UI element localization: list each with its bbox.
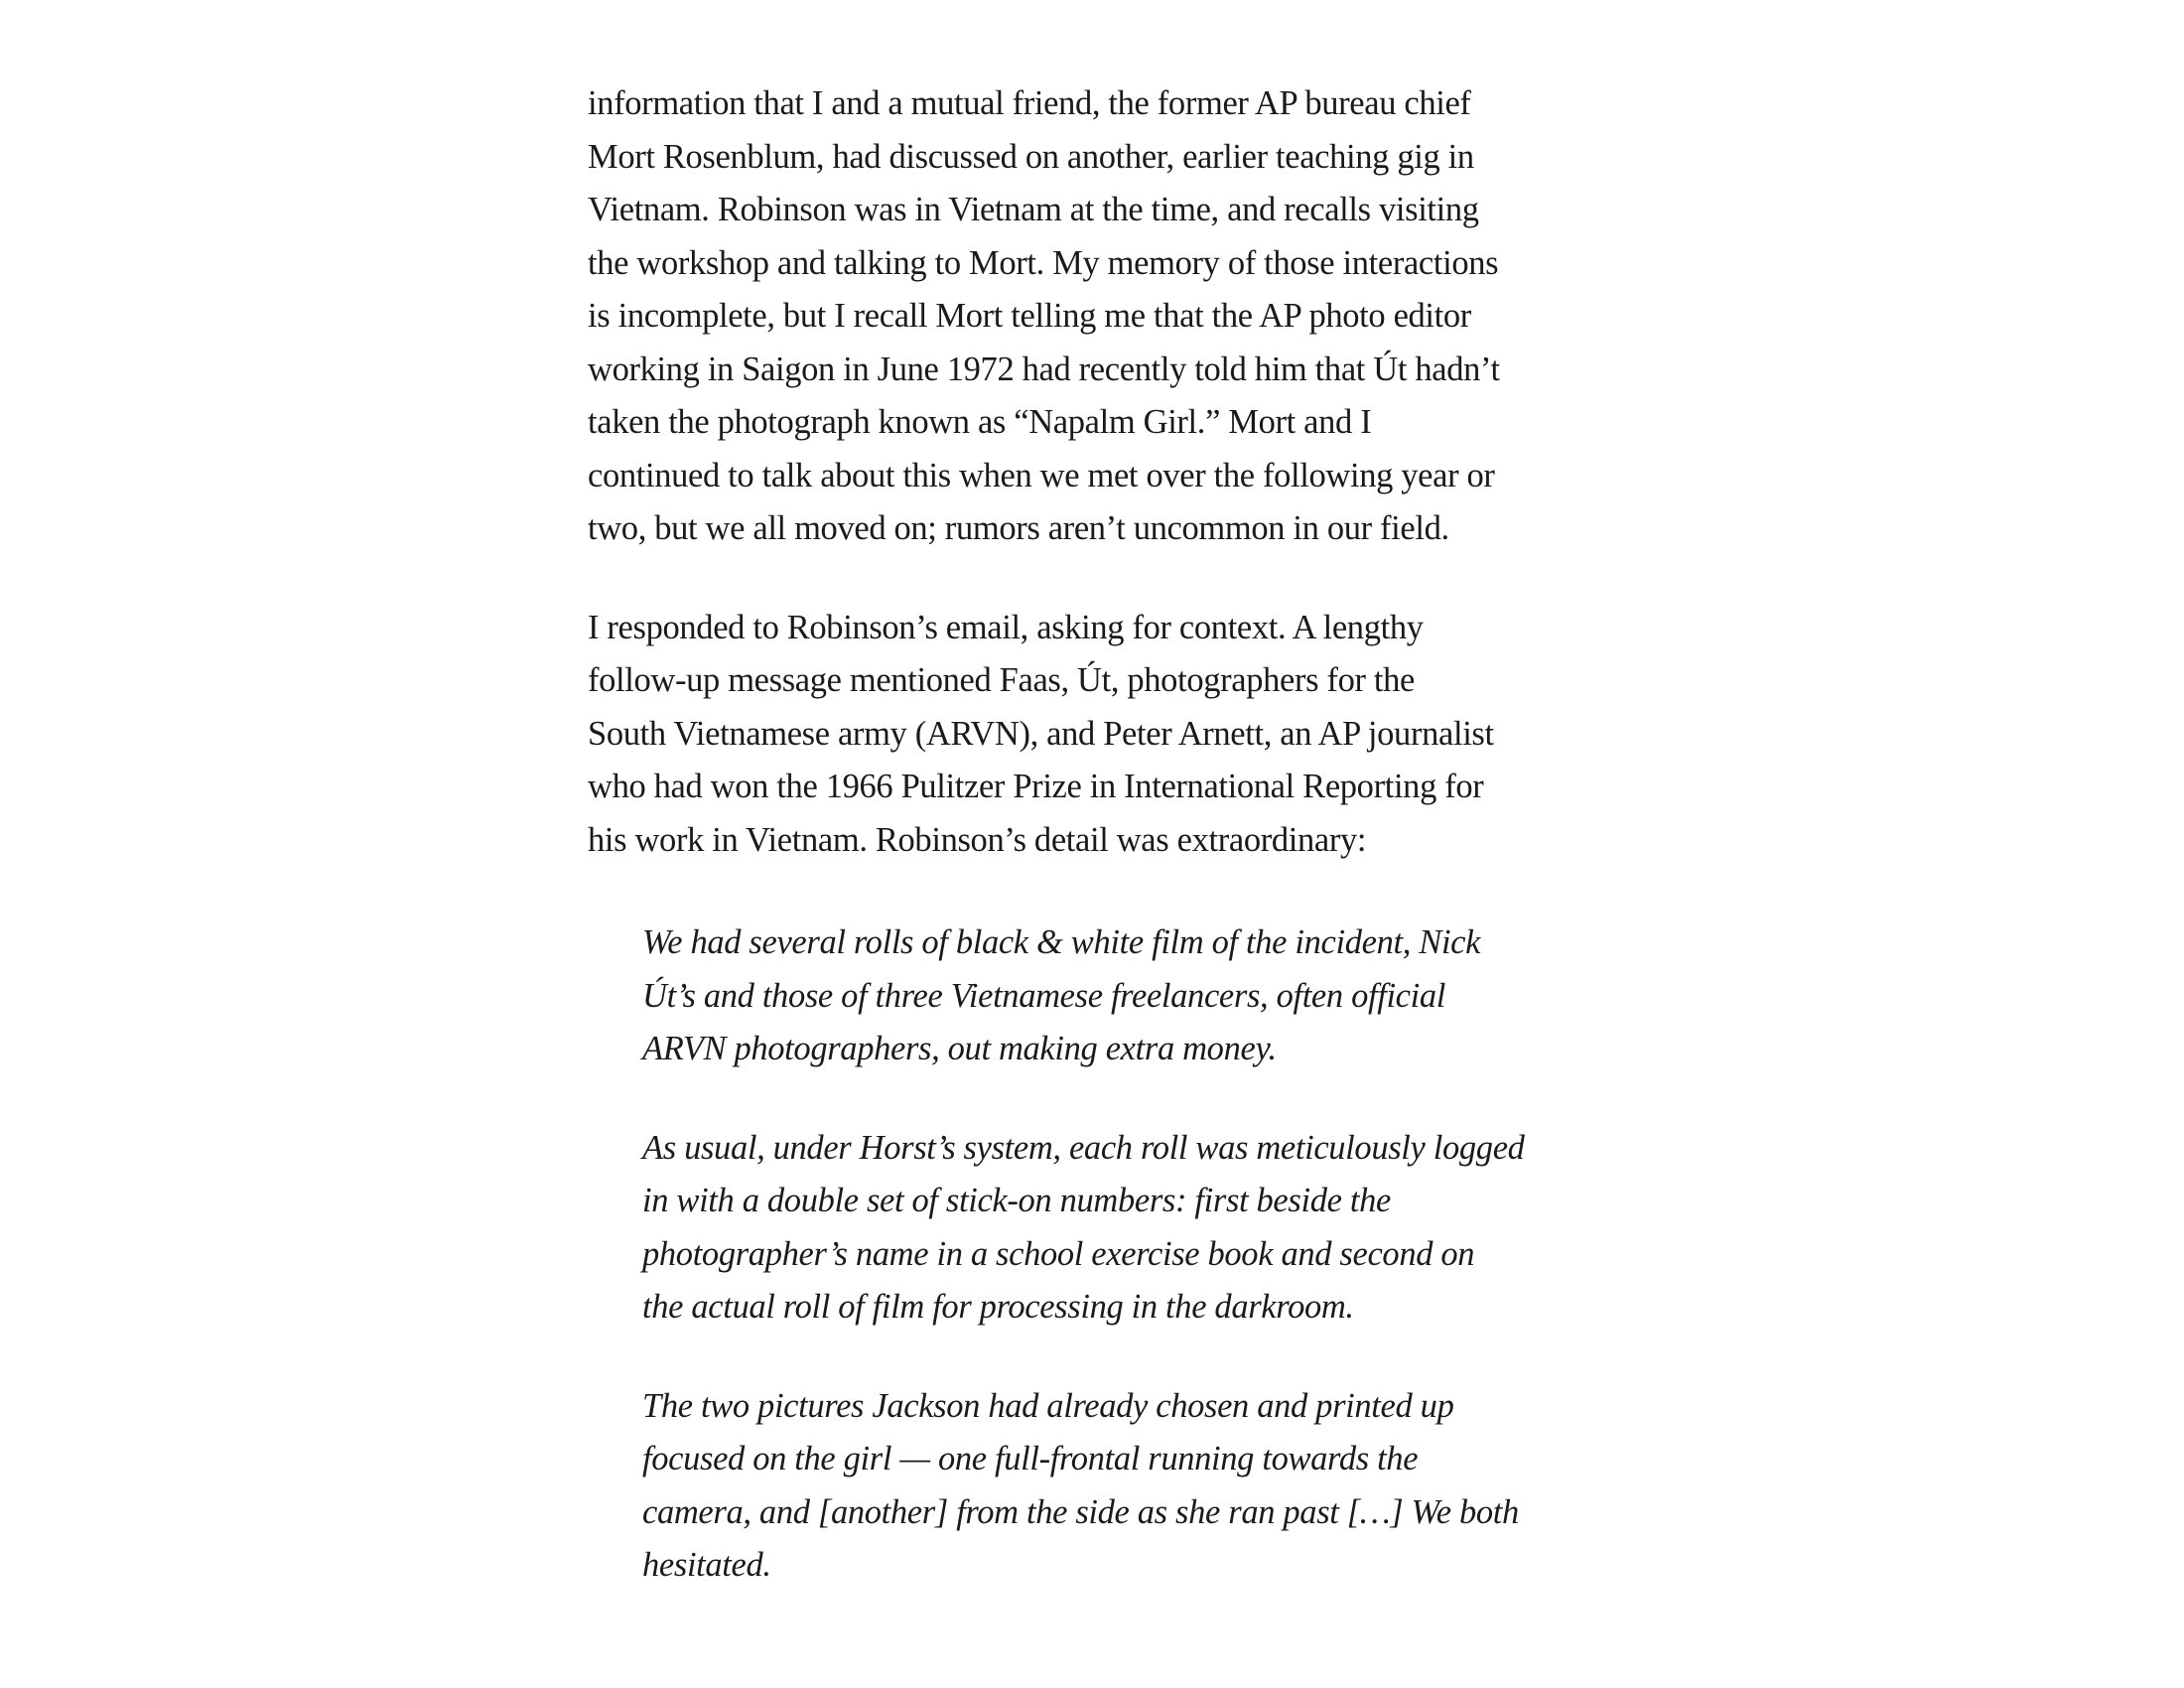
text-line: As usual, under Horst’s system, each roll was meticulously logged bbox=[642, 1128, 1525, 1167]
body-paragraph-2 bbox=[588, 602, 1620, 868]
quote-paragraph-2 bbox=[642, 1122, 1620, 1335]
text-line: the actual roll of film for processing in the darkroom. bbox=[642, 1288, 1354, 1326]
text-line: working in Saigon in June 1972 had recently told him that Út hadn’t bbox=[588, 350, 1500, 388]
article-body bbox=[588, 77, 1620, 1593]
text-line: in with a double set of stick-on numbers: first beside the bbox=[642, 1182, 1391, 1219]
text-line: information that I and a mutual friend, the former AP bureau chief bbox=[588, 84, 1471, 122]
block-quote bbox=[642, 916, 1620, 1593]
text-line: camera, and [another] from the side as she ran past […] We both bbox=[642, 1492, 1519, 1531]
text-line: hesitated. bbox=[642, 1546, 771, 1584]
text-line: Vietnam. Robinson was in Vietnam at the time, and recalls visiting bbox=[588, 191, 1479, 228]
quote-paragraph-3 bbox=[642, 1380, 1620, 1593]
text-line: photographer’s name in a school exercise book and second on bbox=[642, 1234, 1475, 1273]
body-paragraph-1 bbox=[588, 77, 1620, 556]
text-line: follow-up message mentioned Faas, Út, photographers for the bbox=[588, 661, 1416, 699]
text-line: Mort Rosenblum, had discussed on another, earlier teaching gig in bbox=[588, 137, 1474, 176]
text-line: I responded to Robinson’s email, asking for context. A lengthy bbox=[588, 608, 1424, 646]
text-line: focused on the girl — one full-frontal running towards the bbox=[642, 1440, 1419, 1477]
text-line: is incomplete, but I recall Mort telling me that the AP photo editor bbox=[588, 297, 1471, 335]
text-line: ARVN photographers, out making extra money. bbox=[642, 1030, 1277, 1067]
text-line: the workshop and talking to Mort. My memory of those interactions bbox=[588, 243, 1499, 282]
text-line: South Vietnamese army (ARVN), and Peter Arnett, an AP journalist bbox=[588, 714, 1494, 753]
text-line: We had several rolls of black & white film of the incident, Nick bbox=[642, 923, 1481, 961]
text-line: The two pictures Jackson had already chosen and printed up bbox=[642, 1386, 1454, 1425]
quote-paragraph-1 bbox=[642, 916, 1620, 1076]
text-line: taken the photograph known as “Napalm Girl.” Mort and I bbox=[588, 403, 1372, 441]
text-line: continued to talk about this when we met over the following year or bbox=[588, 456, 1495, 494]
text-line: who had won the 1966 Pulitzer Prize in International Reporting for bbox=[588, 768, 1484, 805]
text-line: two, but we all moved on; rumors aren’t uncommon in our field. bbox=[588, 509, 1449, 547]
text-line: Út’s and those of three Vietnamese freelancers, often official bbox=[642, 976, 1446, 1015]
text-line: his work in Vietnam. Robinson’s detail was extraordinary: bbox=[588, 820, 1367, 859]
